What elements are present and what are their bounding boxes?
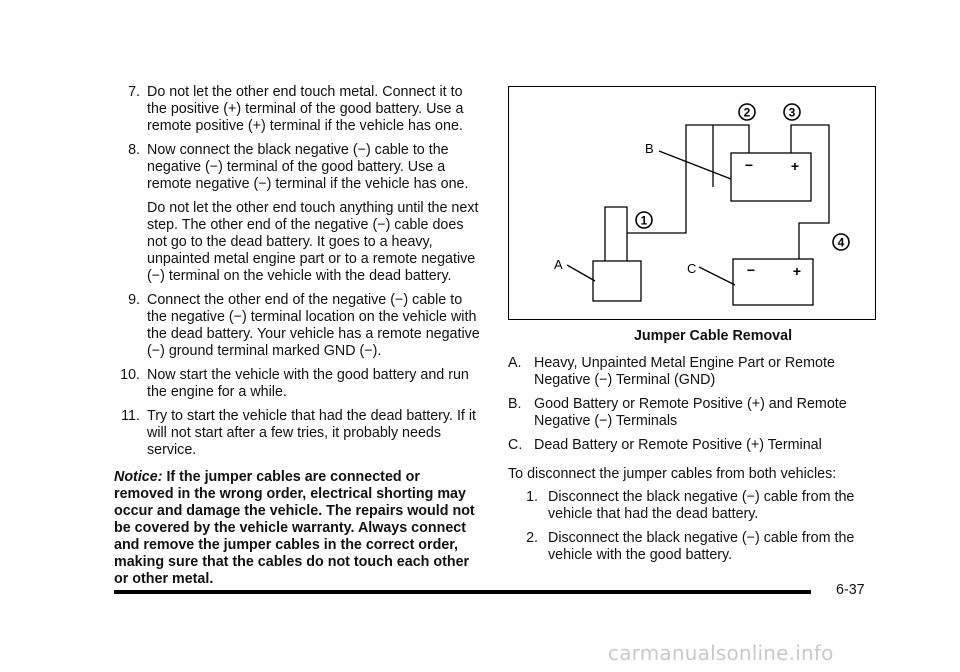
notice-text: If the jumper cables are connected or removed in the wrong order, electrical shorting may occur and damage the vehicle. The repairs would not be covered by the vehicle warranty. Always connect and remove the jumper cables in the correct order, making sure that the cables do not touch each other or other metal. xyxy=(114,469,475,587)
step-number: 1. xyxy=(526,489,538,505)
engine-part xyxy=(593,261,641,301)
callout-4-number: 4 xyxy=(837,235,845,250)
step-text: Try to start the vehicle that had the dead battery. If it will not start after a few tries, it probably needs service. xyxy=(147,408,477,458)
dead-battery-plus: + xyxy=(792,263,802,279)
watermark: carmanualsonline.info xyxy=(608,641,834,665)
jumper-cable-diagram xyxy=(508,86,876,320)
disconnect-intro: To disconnect the jumper cables from both vehicles: xyxy=(508,466,837,482)
page-number: 6-37 xyxy=(836,582,865,598)
leader-b xyxy=(659,151,731,179)
step-text: Now start the vehicle with the good battery and run the engine for a while. xyxy=(147,367,469,400)
step-text: Disconnect the black negative (−) cable from the vehicle with the good battery. xyxy=(548,530,855,563)
step-number: 9. xyxy=(128,292,140,308)
legend-letter: B. xyxy=(508,396,522,412)
legend-item-a xyxy=(508,355,878,389)
leader-c xyxy=(699,267,735,285)
legend-text: Dead Battery or Remote Positive (+) Terminal xyxy=(534,437,822,453)
disconnect-step-2 xyxy=(518,530,878,564)
notice-label: Notice: xyxy=(114,469,163,485)
footer-rule xyxy=(114,590,811,594)
step-number: 8. xyxy=(128,142,140,158)
notice-paragraph xyxy=(114,469,482,588)
step-number: 7. xyxy=(128,84,140,100)
legend-item-c xyxy=(508,437,878,454)
legend-list xyxy=(508,355,878,454)
label-c: C xyxy=(687,261,697,276)
step-text: Connect the other end of the negative (−) cable to the negative (−) terminal location on the vehicle with the dead battery. Your vehicle has a remote negative (−) ground terminal marked GND (−). xyxy=(147,292,480,359)
step-text: Disconnect the black negative (−) cable from the vehicle that had the dead battery. xyxy=(548,489,855,522)
good-battery-plus: + xyxy=(790,158,800,174)
step-8 xyxy=(114,142,482,193)
step-11 xyxy=(114,408,482,459)
positive-cable xyxy=(791,125,829,259)
legend-letter: C. xyxy=(508,437,523,453)
callout-1-number: 1 xyxy=(640,213,648,228)
label-a: A xyxy=(554,257,563,272)
step-9 xyxy=(114,292,482,360)
good-battery-minus: − xyxy=(744,157,754,173)
step-text: Do not let the other end touch metal. Connect it to the positive (+) terminal of the good battery. Use a remote positive (+) terminal if the vehicle has one. xyxy=(147,84,464,134)
label-b: B xyxy=(645,141,654,156)
callout-2-number: 2 xyxy=(743,105,751,120)
legend-text: Good Battery or Remote Positive (+) and Remote Negative (−) Terminals xyxy=(534,396,847,429)
step-number: 10. xyxy=(120,367,140,383)
left-column xyxy=(114,84,482,588)
disconnect-step-1 xyxy=(518,489,878,523)
step-text: Now connect the black negative (−) cable to the negative (−) terminal of the good battery. Use a remote negative (−) terminal if the vehicle has one. xyxy=(147,142,469,192)
callout-3-number: 3 xyxy=(788,105,796,120)
figure-caption: Jumper Cable Removal xyxy=(633,328,793,344)
legend-item-b xyxy=(508,396,878,430)
right-column xyxy=(508,86,878,571)
dead-battery-minus: − xyxy=(746,262,756,278)
step-number: 2. xyxy=(526,530,538,546)
step-7 xyxy=(114,84,482,135)
step-number: 11. xyxy=(121,408,140,424)
legend-letter: A. xyxy=(508,355,522,371)
step-8-note: Do not let the other end touch anything until the next step. The other end of the negative (−) cable does not go to the dead battery. It goes to a heavy, unpainted metal engine part or to a remote negative (−) terminal on the vehicle with the dead battery. xyxy=(147,200,479,284)
diagram-svg xyxy=(509,87,877,321)
legend-text: Heavy, Unpainted Metal Engine Part or Remote Negative (−) Terminal (GND) xyxy=(534,355,835,388)
leader-a xyxy=(567,265,595,281)
engine-post xyxy=(605,207,627,261)
step-10 xyxy=(114,367,482,401)
